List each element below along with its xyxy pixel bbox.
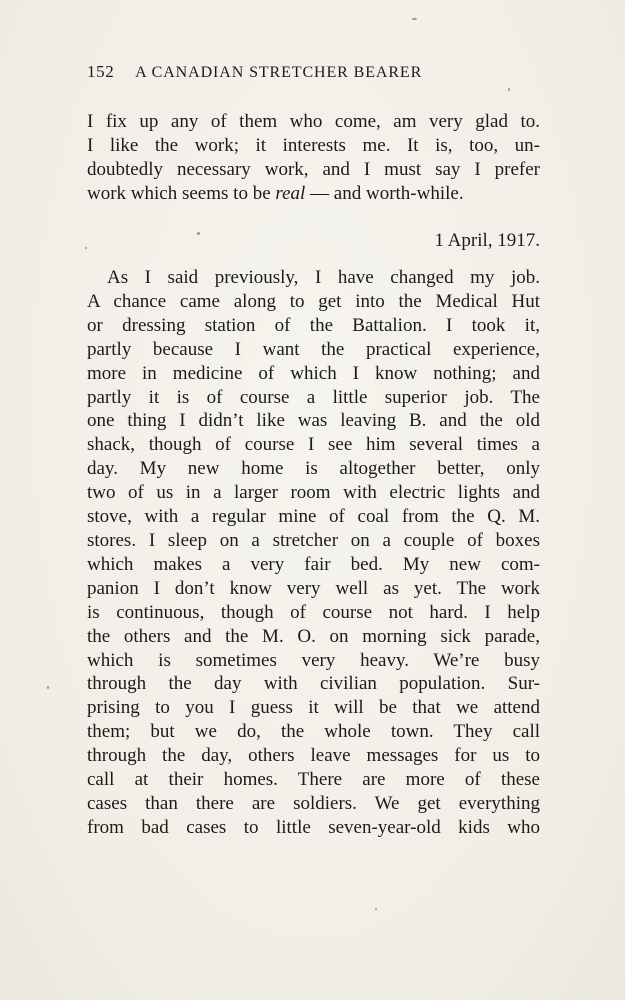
text-line: or dressing station of the Battalion. I took it, xyxy=(87,314,540,336)
text-line: prising to you I guess it will be that we attend xyxy=(87,697,540,719)
text-line: two of us in a larger room with electric lights and xyxy=(87,482,540,504)
text-line: As I said previously, I have changed my job. xyxy=(107,267,540,288)
text-line: them; but we do, the whole town. They call xyxy=(87,721,540,743)
paper-speck xyxy=(85,247,87,249)
italic-word: real xyxy=(275,182,306,204)
text-line: which makes a very fair bed. My new com- xyxy=(87,553,540,575)
text-line: through the day with civilian population. Sur- xyxy=(87,673,540,695)
paper-speck xyxy=(412,18,417,20)
paper-speck xyxy=(508,88,510,91)
paper-speck xyxy=(197,232,200,235)
letter-paragraph xyxy=(87,266,540,840)
text-line: A chance came along to get into the Medical Hut xyxy=(87,290,540,312)
text-line: call at their homes. There are more of these xyxy=(87,769,540,791)
text-line: from bad cases to little seven-year-old kids who xyxy=(87,816,540,838)
text-line: through the day, others leave messages for us to xyxy=(87,745,540,767)
running-title: A CANADIAN STRETCHER BEARER xyxy=(135,64,423,81)
text-line: more in medicine of which I know nothing; and xyxy=(87,362,540,384)
text-line: one thing I didn’t like was leaving B. and the old xyxy=(87,410,540,432)
text-line: cases than there are soldiers. We get everything xyxy=(87,792,540,814)
page-number: 152 xyxy=(87,62,115,81)
text-line: partly it is of course a little superior job. The xyxy=(87,386,540,408)
running-header xyxy=(87,62,527,82)
text-line: stores. I sleep on a stretcher on a couple of boxes xyxy=(87,529,540,551)
text-fragment: — and worth-while. xyxy=(305,182,464,204)
text-line xyxy=(87,182,540,206)
text-fragment: work which seems to be xyxy=(87,182,276,204)
paper-speck xyxy=(375,908,377,910)
paper-speck xyxy=(47,686,49,689)
text-line: doubtedly necessary work, and I must say I prefer xyxy=(87,158,540,180)
text-line: panion I don’t know very well as yet. The work xyxy=(87,577,540,599)
text-line: stove, with a regular mine of coal from the Q. M. xyxy=(87,506,540,528)
letter-date: 1 April, 1917. xyxy=(434,230,540,251)
text-line: partly because I want the practical experience, xyxy=(87,338,540,360)
text-line: I fix up any of them who come, am very glad to. xyxy=(87,111,540,132)
text-line: is continuous, though of course not hard. I help xyxy=(87,601,540,623)
text-line: I like the work; it interests me. It is, too, un- xyxy=(87,134,540,156)
text-line: the others and the M. O. on morning sick parade, xyxy=(87,625,540,647)
text-line: which is sometimes very heavy. We’re busy xyxy=(87,649,540,671)
text-line: shack, though of course I see him several times a xyxy=(87,434,540,456)
paragraph-continued xyxy=(87,110,540,206)
text-line: day. My new home is altogether better, only xyxy=(87,458,540,480)
